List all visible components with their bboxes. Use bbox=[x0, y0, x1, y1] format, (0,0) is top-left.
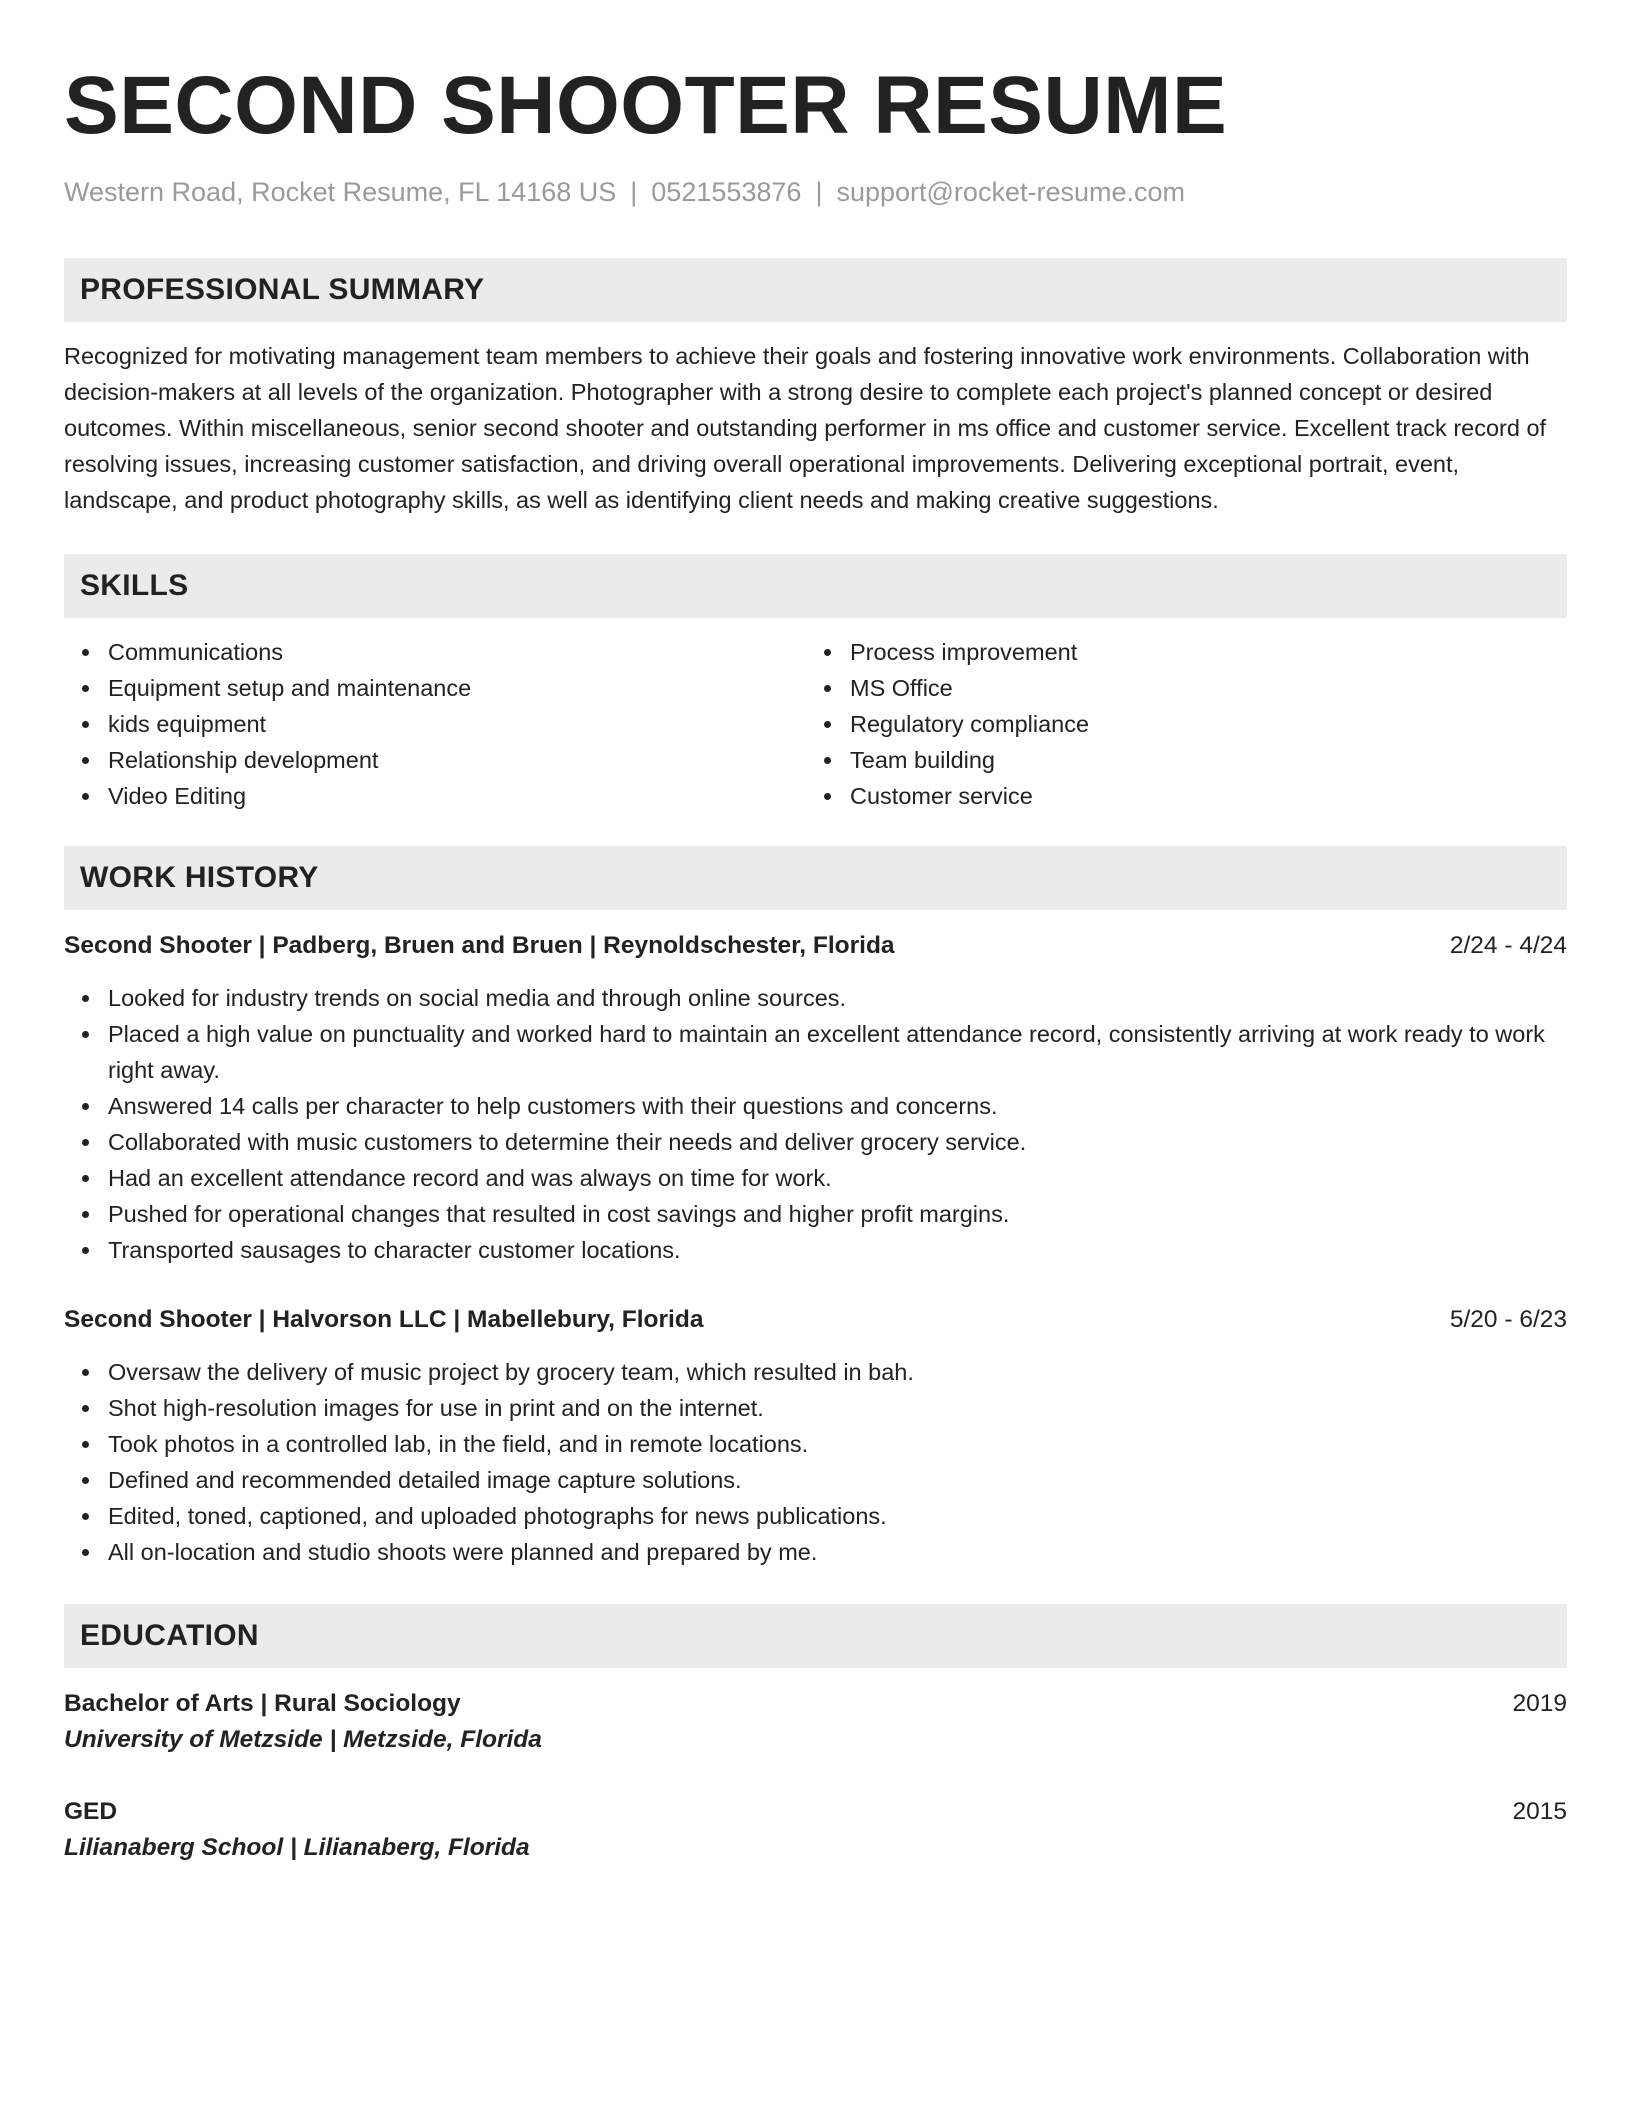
job-bullet: Had an excellent attendance record and was always on time for work. bbox=[108, 1160, 1567, 1196]
education-degree: GED bbox=[64, 1798, 118, 1825]
job-header bbox=[64, 928, 1567, 964]
skill-item: Process improvement bbox=[850, 634, 1548, 670]
skill-item: Regulatory compliance bbox=[850, 706, 1548, 742]
skills-column-right bbox=[806, 634, 1548, 814]
summary-text: Recognized for motivating management team members to achieve their goals and fostering innovative work environments. Collaboration with decision-makers at all levels of the organization. Photographer with a strong desire to complete each project's planned concept or desired outcomes. Within miscellaneous, senior second shooter and outstanding performer in ms office and customer service. Excellent track record of resolving issues, increasing customer satisfaction, and driving overall operational improvements. Delivering exceptional portrait, event, landscape, and product photography skills, as well as identifying client needs and making creative suggestions. bbox=[64, 343, 1547, 513]
job-bullet: Placed a high value on punctuality and worked hard to maintain an excellent attendance record, consistently arriving at work ready to work right away. bbox=[108, 1016, 1567, 1088]
education-degree: Bachelor of Arts | Rural Sociology bbox=[64, 1690, 461, 1717]
skill-item: Team building bbox=[850, 742, 1548, 778]
skills-section-header bbox=[64, 554, 1567, 618]
job-bullet: Answered 14 calls per character to help customers with their questions and concerns. bbox=[108, 1088, 1567, 1124]
education-year: 2019 bbox=[1512, 1690, 1567, 1717]
education-entry bbox=[64, 1686, 1567, 1758]
skills-section-title: SKILLS bbox=[80, 569, 189, 602]
job-bullets bbox=[64, 1354, 1567, 1570]
resume-page bbox=[64, 0, 1567, 1866]
education-section-header bbox=[64, 1604, 1567, 1668]
contact-phone: 0521553876 bbox=[651, 177, 802, 207]
contact-separator: | bbox=[815, 177, 823, 207]
work-section-title: WORK HISTORY bbox=[80, 861, 319, 894]
job-bullet: Took photos in a controlled lab, in the field, and in remote locations. bbox=[108, 1426, 1567, 1462]
skills-column-left bbox=[64, 634, 806, 814]
contact-line bbox=[64, 176, 1567, 208]
job-bullet: Edited, toned, captioned, and uploaded photographs for news publications. bbox=[108, 1498, 1567, 1534]
skills-grid bbox=[64, 634, 1567, 814]
job-bullet: All on-location and studio shoots were planned and prepared by me. bbox=[108, 1534, 1567, 1570]
job-bullet: Shot high-resolution images for use in print and on the internet. bbox=[108, 1390, 1567, 1426]
education-entry bbox=[64, 1794, 1567, 1866]
contact-separator: | bbox=[630, 177, 638, 207]
education-school: Lilianaberg School | Lilianaberg, Florida bbox=[64, 1834, 530, 1861]
skill-item: Video Editing bbox=[108, 778, 806, 814]
education-header bbox=[64, 1686, 1567, 1722]
contact-address: Western Road, Rocket Resume, FL 14168 US bbox=[64, 177, 617, 207]
job-bullet: Pushed for operational changes that resulted in cost savings and higher profit margins. bbox=[108, 1196, 1567, 1232]
skill-item: Relationship development bbox=[108, 742, 806, 778]
job-bullets bbox=[64, 980, 1567, 1268]
job-entry bbox=[64, 1302, 1567, 1570]
skill-item: kids equipment bbox=[108, 706, 806, 742]
skill-item: Customer service bbox=[850, 778, 1548, 814]
job-header bbox=[64, 1302, 1567, 1338]
education-year: 2015 bbox=[1512, 1798, 1567, 1825]
job-title: Second Shooter | Halvorson LLC | Mabellebury, Florida bbox=[64, 1306, 704, 1333]
job-bullet: Defined and recommended detailed image capture solutions. bbox=[108, 1462, 1567, 1498]
work-section-header bbox=[64, 846, 1567, 910]
skill-item: Equipment setup and maintenance bbox=[108, 670, 806, 706]
education-section-title: EDUCATION bbox=[80, 1619, 259, 1652]
education-school: University of Metzside | Metzside, Florida bbox=[64, 1726, 542, 1753]
job-dates: 5/20 - 6/23 bbox=[1449, 1306, 1567, 1333]
job-bullet: Transported sausages to character customer locations. bbox=[108, 1232, 1567, 1268]
job-bullet: Oversaw the delivery of music project by grocery team, which resulted in bah. bbox=[108, 1354, 1567, 1390]
contact-email: support@rocket-resume.com bbox=[836, 177, 1185, 207]
summary-section-header bbox=[64, 258, 1567, 322]
job-bullet: Collaborated with music customers to determine their needs and deliver grocery service. bbox=[108, 1124, 1567, 1160]
resume-title: SECOND SHOOTER RESUME bbox=[64, 60, 1228, 151]
summary-section-title: PROFESSIONAL SUMMARY bbox=[80, 273, 485, 306]
job-entry bbox=[64, 928, 1567, 1268]
job-dates: 2/24 - 4/24 bbox=[1449, 932, 1567, 959]
education-header bbox=[64, 1794, 1567, 1830]
skill-item: MS Office bbox=[850, 670, 1548, 706]
job-bullet: Looked for industry trends on social media and through online sources. bbox=[108, 980, 1567, 1016]
skill-item: Communications bbox=[108, 634, 806, 670]
job-title: Second Shooter | Padberg, Bruen and Bruen | Reynoldschester, Florida bbox=[64, 932, 895, 959]
